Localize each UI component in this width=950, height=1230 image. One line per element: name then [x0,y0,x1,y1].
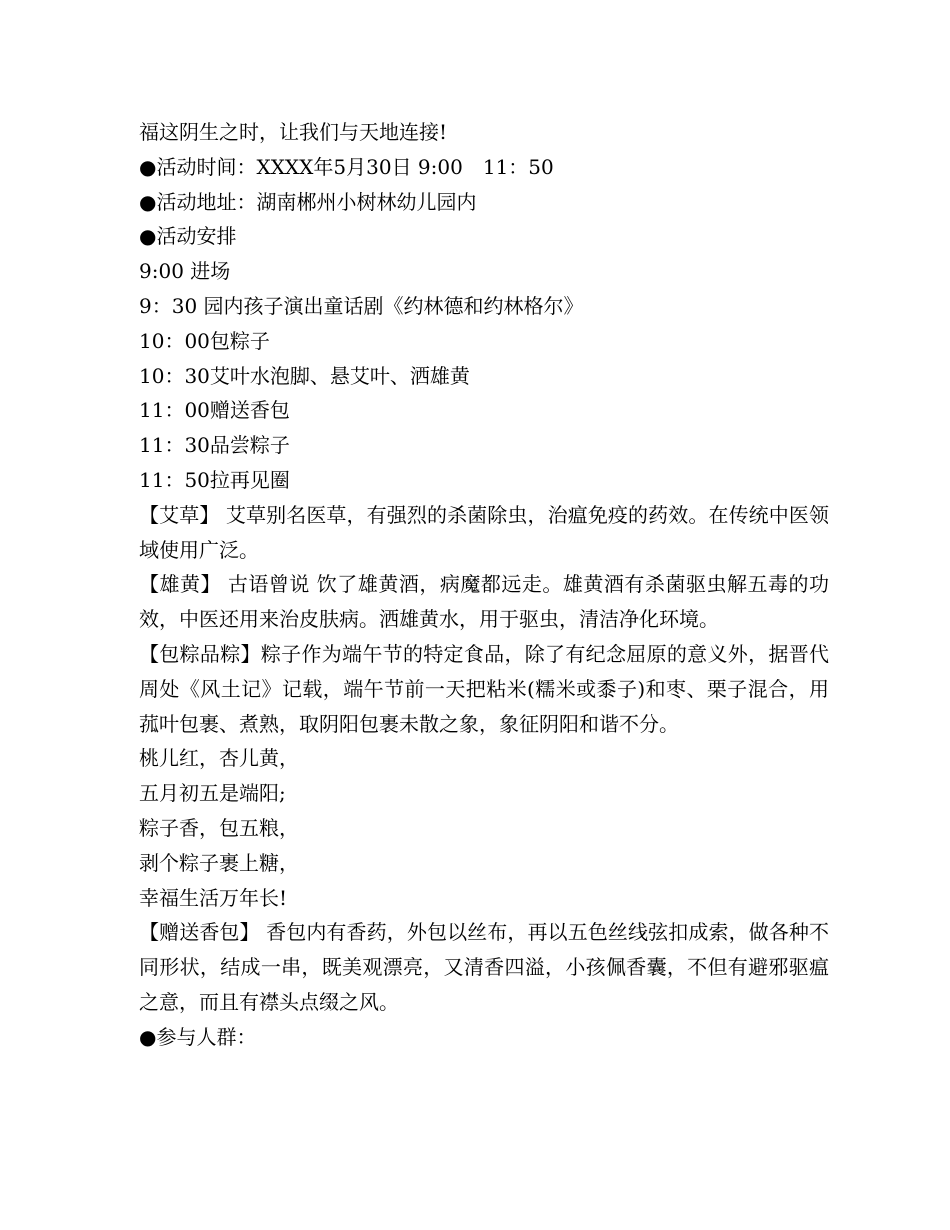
xionghuang-paragraph: 【雄黄】 古语曾说 饮了雄黄酒，病魔都远走。雄黄酒有杀菌驱虫解五毒的功效，中医还用来治皮肤病。洒雄黄水，用于驱虫，清洁净化环境。 [139,572,829,632]
activity-address: ●活动地址：湖南郴州小树林幼儿园内 [139,189,477,214]
schedule-item: 11：00赠送香包 [139,398,290,423]
rhyme-line: 桃儿红，杏儿黄， [139,746,299,771]
schedule-list [139,254,829,498]
zongzi-paragraph: 【包粽品粽】粽子作为端午节的特定食品，除了有纪念屈原的意义外，据晋代周处《风土记》记载，端午节前一天把粘米(糯米或黍子)和枣、栗子混合，用菰叶包裹、煮熟，取阴阳包裹未散之象，象征阴阳和谐不分。 [139,641,829,736]
rhyme-line: 粽子香，包五粮， [139,815,299,840]
schedule-item: 10：00包粽子 [139,328,270,353]
aicao-paragraph: 【艾草】 艾草别名医草，有强烈的杀菌除虫，治瘟免疫的药效。在传统中医领域使用广泛。 [139,502,829,562]
participants-heading: ●参与人群： [139,1024,257,1049]
document-body [139,115,829,1055]
intro-line: 福这阴生之时，让我们与天地连接! [139,120,448,144]
schedule-item: 10：30艾叶水泡脚、悬艾叶、洒雄黄 [139,363,470,388]
rhyme-line: 幸福生活万年长! [139,885,288,910]
rhyme [139,741,829,915]
schedule-item: 11：30品尝粽子 [139,433,290,458]
activity-time: ●活动时间：XXXX年5月30日 9:00 11：50 [139,154,554,179]
schedule-item: 9:00 进场 [139,259,231,284]
rhyme-line: 五月初五是端阳; [139,781,286,806]
schedule-item: 11：50拉再见圈 [139,467,290,492]
schedule-item: 9：30 园内孩子演出童话剧《约林德和约林格尔》 [139,293,584,318]
rhyme-line: 剥个粽子裹上糖， [139,850,299,875]
activity-arrangement-heading: ●活动安排 [139,224,237,249]
xiangbao-paragraph: 【赠送香包】 香包内有香药，外包以丝布，再以五色丝线弦扣成索，做各种不同形状，结成一串，既美观漂亮，又清香四溢，小孩佩香囊，不但有避邪驱瘟之意，而且有襟头点缀之风。 [139,920,829,1014]
